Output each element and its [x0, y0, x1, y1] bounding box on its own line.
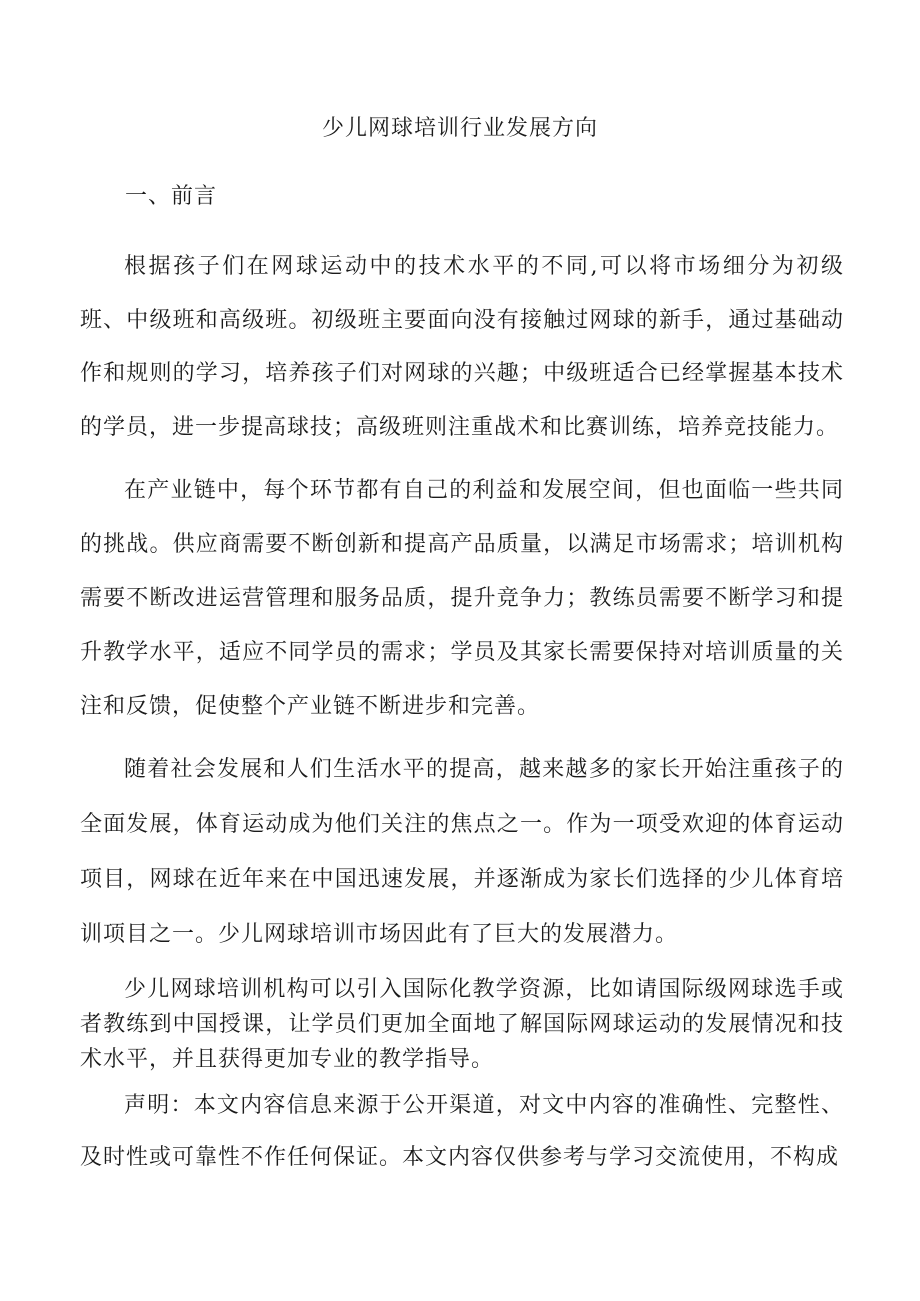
paragraph-disclaimer: 声明：本文内容信息来源于公开渠道，对文中内容的准确性、完整性、及时性或可靠性不作任何保证。本文内容仅供参考与学习交流使用，不构成: [80, 1093, 844, 1170]
document-title: 少儿网球培训行业发展方向: [321, 116, 598, 141]
paragraph-market-segments: 根据孩子们在网球运动中的技术水平的不同,可以将市场细分为初级班、中级班和高级班。初级班主要面向没有接触过网球的新手，通过基础动作和规则的学习，培养孩子们对网球的兴趣；中级班适合已经掌握基本技术的学员，进一步提高球技；高级班则注重战术和比赛训练，培养竞技能力。: [80, 254, 844, 440]
paragraph-industry-chain: 在产业链中，每个环节都有自己的利益和发展空间，但也面临一些共同的挑战。供应商需要不断创新和提高产品质量，以满足市场需求；培训机构需要不断改进运营管理和服务品质，提升竞争力；教练员需要不断学习和提升教学水平，适应不同学员的需求；学员及其家长需要保持对培训质量的关注和反馈，促使整个产业链不断进步和完善。: [80, 478, 844, 719]
section-heading: 一、前言: [125, 184, 218, 209]
paragraph-international-resources: 少儿网球培训机构可以引入国际化教学资源，比如请国际级网球选手或者教练到中国授课，让学员们更加全面地了解国际网球运动的发展情况和技术水平，并且获得更加专业的教学指导。: [80, 977, 844, 1072]
paragraph-market-potential: 随着社会发展和人们生活水平的提高，越来越多的家长开始注重孩子的全面发展，体育运动成为他们关注的焦点之一。作为一项受欢迎的体育运动项目，网球在近年来在中国迅速发展，并逐渐成为家长们选择的少儿体育培训项目之一。少儿网球培训市场因此有了巨大的发展潜力。: [80, 757, 844, 947]
